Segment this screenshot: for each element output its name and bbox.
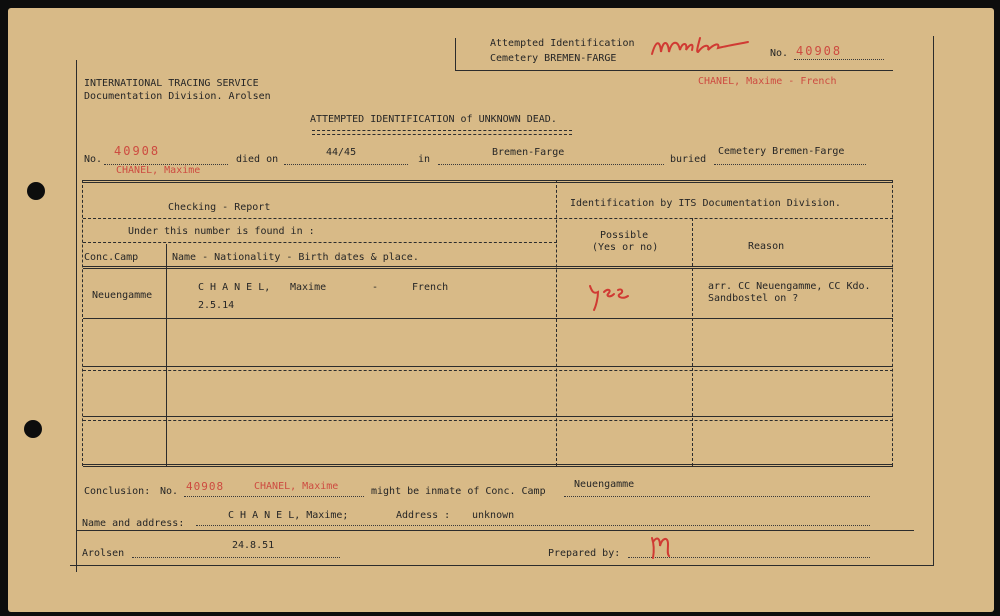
in-label: in: [418, 154, 431, 165]
table-reason-line: [692, 218, 693, 466]
header-line-2: Cemetery BREMEN-FARGE: [490, 53, 617, 64]
table-line-2: [83, 242, 557, 243]
name-address-rule: [76, 530, 914, 531]
col-reason: Reason: [748, 241, 785, 252]
handwritten-yes: [586, 278, 634, 314]
header-box-bottom: [455, 70, 893, 71]
conclusion-camp: Neuengamme: [574, 479, 635, 490]
org-line-1: INTERNATIONAL TRACING SERVICE: [84, 78, 259, 89]
handwritten-made: [648, 34, 768, 60]
table-right-line: [892, 180, 893, 466]
conclusion-label: Conclusion:: [84, 486, 151, 497]
card-right-border: [933, 36, 934, 566]
conclusion-no-label: No.: [160, 486, 179, 497]
header-no-dots: [794, 59, 884, 60]
row-divider-3: [83, 416, 893, 417]
table-mid-line: [556, 180, 557, 466]
in-dots: [438, 164, 664, 165]
identification-heading: Identification by ITS Documentation Division.: [570, 198, 841, 209]
name-address-name: C H A N E L, Maxime;: [228, 510, 349, 521]
buried-value: Cemetery Bremen-Farge: [718, 146, 845, 157]
handwritten-initial-m: [648, 530, 676, 560]
row-reason-1: arr. CC Neuengamme, CC Kdo.: [708, 281, 871, 292]
died-on-dots: [284, 164, 408, 165]
footer-date: 24.8.51: [232, 540, 275, 551]
header-box-left: [455, 38, 456, 71]
row-divider-3b: [83, 420, 893, 421]
died-on-label: died on: [236, 154, 279, 165]
table-camp-line: [166, 244, 167, 466]
row-divider-2: [83, 366, 893, 367]
col-possible-2: (Yes or no): [592, 242, 659, 253]
name-address-label: Name and address:: [82, 518, 185, 529]
subject-top-right: CHANEL, Maxime - French: [698, 76, 837, 87]
row-reason-2: Sandbostel on ?: [708, 293, 799, 304]
checking-report-heading: Checking - Report: [168, 202, 271, 213]
name-address-dots: [196, 525, 870, 526]
address-value: unknown: [472, 510, 515, 521]
title-underline: [312, 130, 572, 131]
buried-dots: [714, 164, 866, 165]
record-no-label: No.: [84, 154, 103, 165]
row-birth: 2.5.14: [198, 300, 235, 311]
table-line-1: [83, 218, 893, 219]
row-divider-1: [83, 318, 893, 319]
buried-label: buried: [670, 154, 707, 165]
header-no-value: 40908: [796, 44, 843, 58]
record-no-value: 40908: [114, 144, 161, 158]
table-bottom-line: [83, 464, 893, 467]
conclusion-name: CHANEL, Maxime: [254, 481, 339, 492]
row-firstname: Maxime: [290, 282, 327, 293]
table-header-line: [83, 266, 893, 269]
conclusion-camp-dots: [564, 496, 870, 497]
table-top-line: [83, 180, 893, 183]
footer-date-dots: [132, 557, 340, 558]
address-label: Address :: [396, 510, 451, 521]
record-name: CHANEL, Maxime: [116, 165, 201, 176]
row-camp: Neuengamme: [92, 290, 153, 301]
table-left-line: [82, 180, 83, 466]
row-dash: -: [372, 282, 379, 293]
row-divider-2b: [83, 370, 893, 371]
punch-hole-bottom: [24, 420, 42, 438]
in-value: Bremen-Farge: [492, 147, 565, 158]
conclusion-text: might be inmate of Conc. Camp: [371, 486, 546, 497]
conclusion-name-dots: [184, 496, 364, 497]
footer-place: Arolsen: [82, 548, 125, 559]
card-bottom-border: [70, 565, 934, 566]
col-camp: Conc.Camp: [84, 252, 139, 263]
header-no-label: No.: [770, 48, 789, 59]
prepared-by-label: Prepared by:: [548, 548, 621, 559]
document-title: ATTEMPTED IDENTIFICATION of UNKNOWN DEAD.: [310, 114, 557, 125]
col-name: Name - Nationality - Birth dates & place.: [172, 252, 419, 263]
col-possible-1: Possible: [600, 230, 649, 241]
found-in-heading: Under this number is found in :: [128, 226, 315, 237]
index-card: [8, 8, 994, 612]
conclusion-no-value: 40908: [186, 480, 225, 493]
org-line-2: Documentation Division. Arolsen: [84, 91, 271, 102]
title-underline-2: [312, 134, 572, 135]
punch-hole-top: [27, 182, 45, 200]
row-surname: C H A N E L,: [198, 282, 271, 293]
header-line-1: Attempted Identification: [490, 38, 635, 49]
died-on-value: 44/45: [326, 147, 357, 158]
row-nationality: French: [412, 282, 449, 293]
card-left-border: [76, 60, 77, 572]
